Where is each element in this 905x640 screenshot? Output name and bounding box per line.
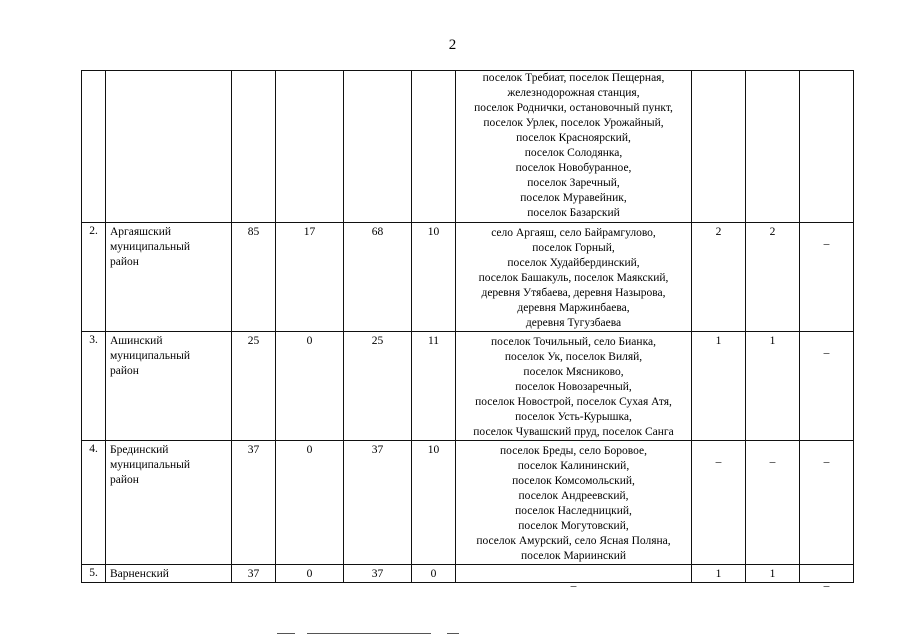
value-cell-v7: _ [800, 565, 854, 583]
settlement-line: село Аргаяш, село Байрамгулово, [491, 227, 656, 239]
value-cell-v5: 1 [692, 332, 746, 441]
value-cell-v4 [412, 71, 456, 223]
settlement-line: поселок Новобуранное, [515, 162, 632, 174]
settlement-line: поселок Горный, [532, 242, 615, 254]
row-number: 2. [82, 223, 106, 332]
value-cell-v2: 0 [276, 332, 344, 441]
settlement-line: поселок Чувашский пруд, поселок Санга [473, 426, 674, 438]
settlement-line: поселок Бреды, село Боровое, [500, 445, 647, 457]
settlement-line: поселок Наследницкий, [515, 505, 632, 517]
value-cell-v6 [746, 71, 800, 223]
settlement-line: поселок Требиат, поселок Пещерная, [482, 72, 665, 84]
settlement-line: поселок Мариинский [520, 550, 627, 562]
district-name [106, 332, 232, 441]
table-row [82, 71, 854, 223]
value-cell-v5: 2 [692, 223, 746, 332]
district-name-line: Варненский [110, 568, 169, 580]
district-name [106, 441, 232, 565]
district-name-line: район [110, 365, 139, 377]
settlements-list [456, 332, 692, 441]
settlement-line: _ [570, 576, 577, 588]
settlements-list [456, 71, 692, 223]
row-number: 4. [82, 441, 106, 565]
settlement-line: поселок Калининский, [517, 460, 630, 472]
value-cell-v4: 10 [412, 441, 456, 565]
district-name-line: район [110, 256, 139, 268]
value-cell-v1: 37 [232, 565, 276, 583]
value-cell-v2: 17 [276, 223, 344, 332]
value-cell-v1: 85 [232, 223, 276, 332]
value-cell-v7 [800, 71, 854, 223]
value-cell-v5 [692, 71, 746, 223]
value-cell-v4: 0 [412, 565, 456, 583]
settlement-line: железнодорожная станция, [507, 87, 640, 99]
table-row [82, 223, 854, 332]
district-name-line: муниципальный [110, 241, 191, 253]
value-cell-v5: _ [692, 441, 746, 565]
value-cell-v3 [344, 71, 412, 223]
settlement-line: поселок Роднички, остановочный пункт, [474, 102, 673, 114]
settlement-line: деревня Маржинбаева, [517, 302, 630, 314]
district-name-line: Ашинский [110, 335, 163, 347]
district-name [106, 71, 232, 223]
district-name [106, 565, 232, 583]
table-row [82, 441, 854, 565]
settlements-list [456, 223, 692, 332]
value-cell-v6: 1 [746, 332, 800, 441]
value-cell-v3: 37 [344, 565, 412, 583]
settlements-table [81, 70, 854, 588]
district-name-line: муниципальный [110, 350, 191, 362]
settlement-line: поселок Муравейник, [520, 192, 627, 204]
value-cell-v7: _ [800, 223, 854, 332]
district-name-line: район [110, 474, 139, 486]
value-cell-v1: 25 [232, 332, 276, 441]
settlement-line: поселок Андреевский, [518, 490, 629, 502]
value-cell-v5: 1 [692, 565, 746, 583]
value-cell-v1 [232, 71, 276, 223]
value-cell-v3: 68 [344, 223, 412, 332]
settlement-line: поселок Урлек, поселок Урожайный, [483, 117, 664, 129]
settlement-line: поселок Комсомольский, [512, 475, 635, 487]
value-cell-v3: 37 [344, 441, 412, 565]
value-cell-v7: _ [800, 332, 854, 441]
settlement-line: деревня Утябаева, деревня Назырова, [481, 287, 666, 299]
settlement-line: поселок Усть-Курышка, [515, 411, 632, 423]
settlement-line: поселок Заречный, [527, 177, 620, 189]
settlement-line: поселок Новострой, поселок Сухая Атя, [475, 396, 672, 408]
settlement-line: поселок Башакуль, поселок Маякский, [478, 272, 669, 284]
value-cell-v6: _ [746, 441, 800, 565]
value-cell-v4: 11 [412, 332, 456, 441]
row-number [82, 71, 106, 223]
value-cell-v6: 2 [746, 223, 800, 332]
value-cell-v7: _ [800, 441, 854, 565]
page-number: 2 [448, 37, 457, 53]
row-number: 5. [82, 565, 106, 583]
table-row [82, 332, 854, 441]
settlement-line: поселок Новозаречный, [515, 381, 632, 393]
settlement-line: поселок Амурский, село Ясная Поляна, [476, 535, 671, 547]
settlement-line: поселок Точильный, село Бианка, [491, 336, 656, 348]
district-name-line: Брединский [110, 444, 169, 456]
district-name [106, 223, 232, 332]
settlements-list [456, 441, 692, 565]
district-name-line: муниципальный [110, 459, 191, 471]
settlement-line: поселок Солодянка, [524, 147, 623, 159]
settlement-line: поселок Базарский [527, 207, 620, 219]
settlement-line: поселок Могутовский, [518, 520, 629, 532]
settlement-line: поселок Худайбердинский, [507, 257, 640, 269]
value-cell-v2 [276, 71, 344, 223]
table-row [82, 565, 854, 583]
district-name-line: Аргаяшский [110, 226, 172, 238]
value-cell-v6: 1 [746, 565, 800, 583]
value-cell-v2: 0 [276, 441, 344, 565]
value-cell-v3: 25 [344, 332, 412, 441]
row-number: 3. [82, 332, 106, 441]
value-cell-v4: 10 [412, 223, 456, 332]
value-cell-v2: 0 [276, 565, 344, 583]
settlements-list [456, 565, 692, 588]
settlement-line: поселок Ук, поселок Виляй, [504, 351, 643, 363]
settlement-line: деревня Тугузбаева [525, 317, 622, 329]
settlement-line: поселок Мясниково, [523, 366, 624, 378]
value-cell-v1: 37 [232, 441, 276, 565]
settlement-line: поселок Красноярский, [516, 132, 631, 144]
